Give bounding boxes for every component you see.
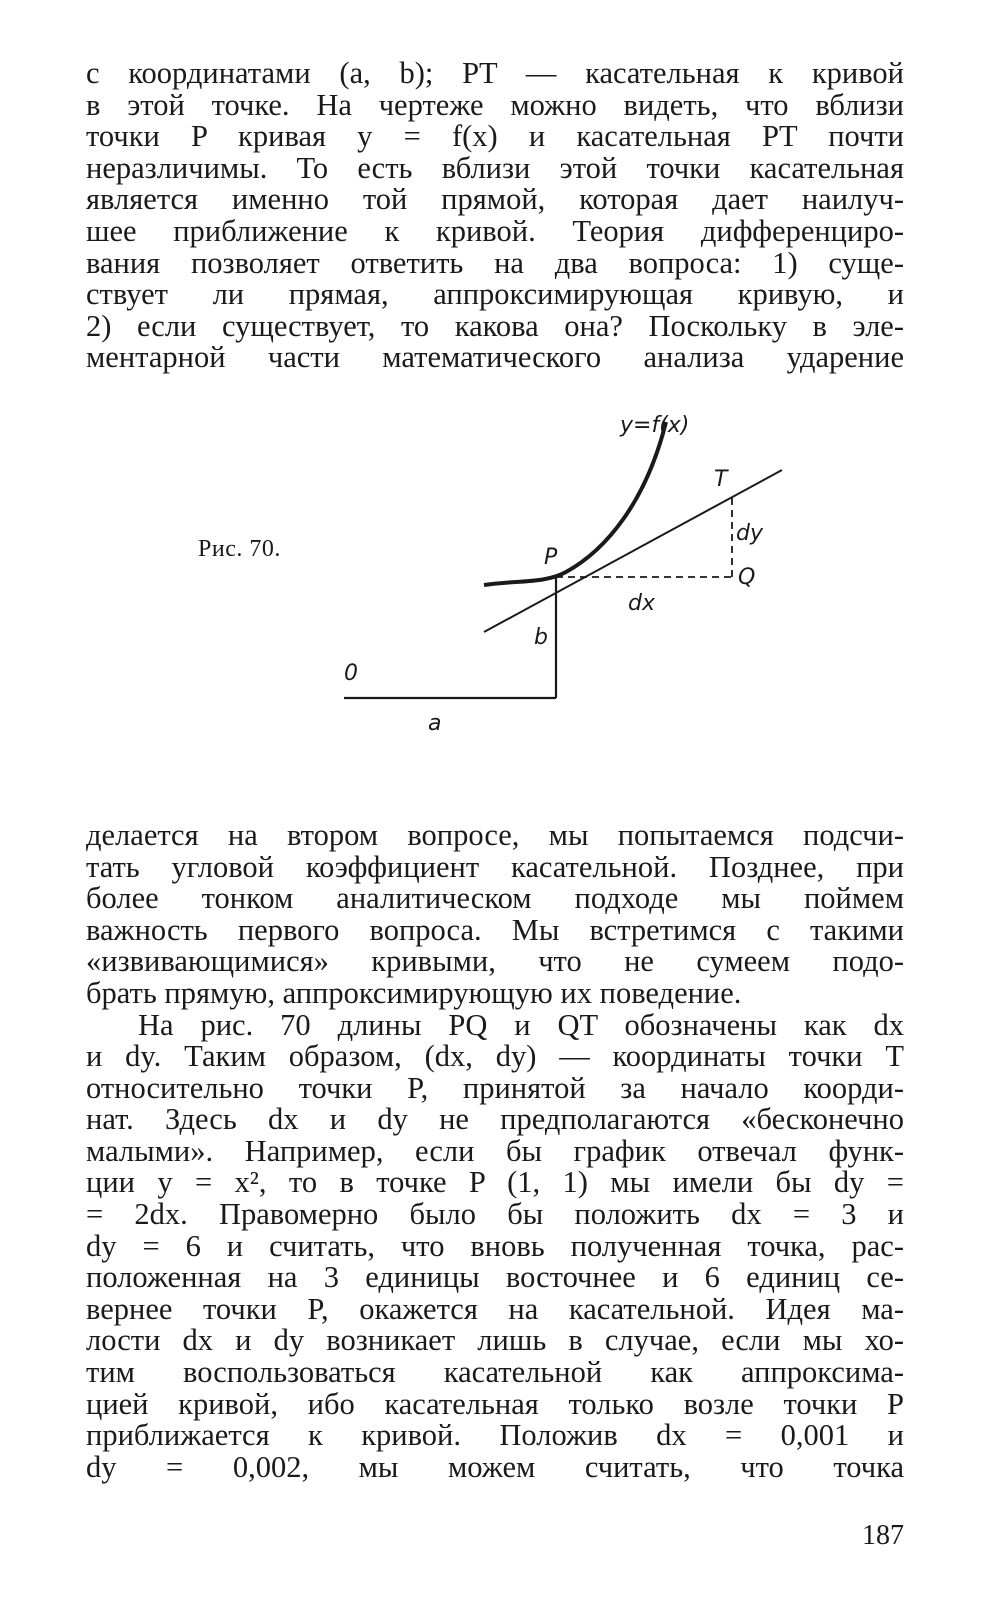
text-line: тим воспользоваться касательной как аппроксима- bbox=[86, 1355, 904, 1390]
text-line: нат. Здесь dx и dy не предполагаются «бесконечно bbox=[86, 1102, 904, 1137]
text-line: точки P кривая y = f(x) и касательная PT почти bbox=[86, 119, 904, 154]
text-line: важность первого вопроса. Мы встретимся с такими bbox=[86, 912, 904, 947]
text-line: вания позволяет ответить на два вопроса: 1) суще- bbox=[86, 245, 904, 280]
text-line: относительно точки P, принятой за начало коорди- bbox=[86, 1070, 904, 1105]
text-line: «извивающимися» кривыми, что не сумеем подо- bbox=[86, 944, 904, 979]
text-line: 2) если существует, то какова она? Поскольку в эле- bbox=[86, 308, 904, 343]
label-O: 0 bbox=[344, 660, 358, 686]
label-dx: dx bbox=[628, 590, 655, 616]
text-line: dy = 6 и считать, что вновь полученная точка, рас- bbox=[86, 1228, 904, 1263]
figure-70 bbox=[86, 412, 904, 812]
text-line: положенная на 3 единицы восточнее и 6 единиц се- bbox=[86, 1260, 904, 1295]
text-line: малыми». Например, если бы график отвечал функ- bbox=[86, 1133, 904, 1168]
text-line: лости dx и dy возникает лишь в случае, если мы хо- bbox=[86, 1323, 904, 1358]
label-P: P bbox=[544, 544, 558, 570]
text-line: неразличимы. То есть вблизи этой точки касательная bbox=[86, 150, 904, 185]
text-line: ции y = x², то в точке P (1, 1) мы имели бы dy = bbox=[86, 1165, 904, 1200]
label-dy: dy bbox=[736, 520, 763, 546]
text-line: = 2dx. Правомерно было бы положить dx = 3 и bbox=[86, 1197, 904, 1232]
text-line: приближается к кривой. Положив dx = 0,001 и bbox=[86, 1418, 904, 1453]
text-line: в этой точке. На чертеже можно видеть, что вблизи bbox=[86, 87, 904, 122]
text-line: вернее точки P, окажется на касательной. Идея ма- bbox=[86, 1291, 904, 1326]
text-line: На рис. 70 длины PQ и QT обозначены как dx bbox=[138, 1007, 904, 1042]
text-line: с координатами (a, b); PT — касательная к кривой bbox=[86, 56, 904, 90]
text-line: является именно той прямой, которая дает наилуч- bbox=[86, 182, 904, 217]
label-a: a bbox=[428, 710, 442, 736]
paragraph-2 bbox=[86, 817, 904, 1010]
label-b: b bbox=[534, 624, 548, 650]
text-line: брать прямую, аппроксимирующую их поведение. bbox=[86, 975, 742, 1010]
text-line: ствует ли прямая, аппроксимирующая кривую, и bbox=[86, 277, 904, 312]
label-Q: Q bbox=[738, 564, 756, 590]
page-number: 187 bbox=[862, 1520, 904, 1551]
figure-caption: Рис. 70. bbox=[198, 535, 281, 562]
text-line: шее приближение к кривой. Теория дифференциро- bbox=[86, 213, 904, 248]
paragraph-3 bbox=[86, 1007, 904, 1484]
text-line: более тонком аналитическом подходе мы поймем bbox=[86, 881, 904, 916]
text-line: и dy. Таким образом, (dx, dy) — координаты точки T bbox=[86, 1039, 904, 1074]
page-body bbox=[86, 58, 904, 1483]
label-curve: y=f(x) bbox=[620, 412, 690, 438]
text-line: тать угловой коэффициент касательной. Позднее, при bbox=[86, 849, 904, 884]
paragraph-1 bbox=[86, 58, 904, 374]
text-line: делается на втором вопросе, мы попытаемся подсчи- bbox=[86, 817, 904, 852]
text-line: цией кривой, ибо касательная только возле точки P bbox=[86, 1386, 904, 1421]
curve-y-fx bbox=[484, 422, 666, 585]
text-line: ментарной части математического анализа ударение bbox=[86, 340, 904, 375]
text-line: dy = 0,002, мы можем считать, что точка bbox=[86, 1449, 904, 1484]
tangent-diagram bbox=[86, 412, 904, 812]
label-T: T bbox=[714, 466, 728, 492]
